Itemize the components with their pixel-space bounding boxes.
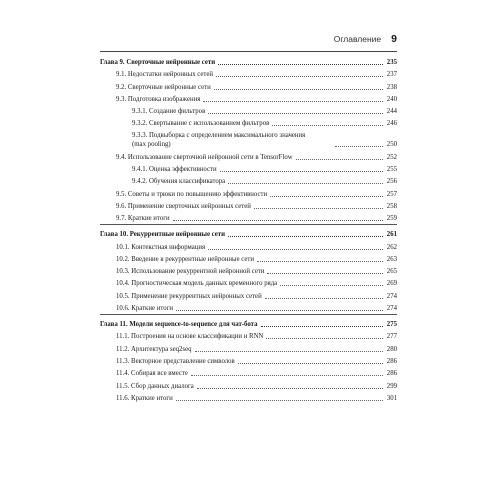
toc-entry	[100, 211, 397, 223]
toc-entry	[100, 264, 397, 276]
page-ref: 238	[386, 83, 397, 91]
toc-chapter-entry	[100, 54, 397, 67]
entry-label: 9.1. Недостатки нейронных сетей	[116, 71, 214, 79]
entry-label: 9.4.2. Обучения классификатора	[132, 178, 226, 186]
toc-entry	[100, 67, 397, 79]
dot-leader	[173, 220, 383, 221]
page-ref: 269	[386, 280, 397, 288]
page-ref: 250	[386, 141, 397, 149]
dot-leader	[208, 249, 383, 250]
entry-label: 9.4.1. Оценка эффективности	[132, 166, 217, 174]
page-ref: 299	[386, 382, 397, 390]
dot-leader	[197, 388, 383, 389]
dot-leader	[220, 171, 383, 172]
page-ref: 240	[386, 95, 397, 103]
page-ref: 274	[386, 305, 397, 313]
chapter-title: Глава 9. Сверточные нейронные сети	[100, 59, 216, 66]
toc-subentry	[100, 116, 397, 128]
dot-leader	[238, 363, 383, 364]
page-ref: 265	[386, 268, 397, 276]
dot-leader	[254, 208, 383, 209]
dot-leader	[228, 236, 383, 237]
toc-subentry	[100, 128, 397, 149]
header-rule	[100, 51, 397, 52]
entry-label: 11.3. Векторное представление символов	[116, 357, 235, 365]
page-ref: 263	[386, 255, 397, 263]
toc-entry	[100, 252, 397, 264]
chapter-11-block	[100, 314, 397, 403]
entry-label: 10.3. Использование рекуррентной нейронной сети	[116, 268, 265, 276]
entry-label: 10.1. Контекстная информация	[116, 243, 206, 251]
dot-leader	[195, 351, 384, 352]
dot-leader	[203, 101, 383, 102]
toc-entry	[100, 149, 397, 161]
chapter-title: Глава 11. Модели sequence-to-sequence для чат-бота	[100, 321, 258, 329]
toc-entry	[100, 329, 397, 341]
chapter-10-block	[100, 224, 397, 313]
page-ref: 301	[386, 394, 397, 402]
toc-chapter-entry	[100, 316, 397, 329]
running-head-title: Оглавление	[333, 34, 382, 44]
page-ref: 244	[386, 108, 397, 116]
dot-leader	[257, 261, 383, 262]
entry-label-line-2: (max pooling)	[132, 140, 171, 148]
toc-entry	[100, 288, 397, 300]
toc-entry	[100, 366, 397, 378]
dot-leader	[261, 326, 384, 327]
dot-leader	[270, 196, 383, 197]
entry-label: 9.6. Применение сверточных нейронных сетей	[116, 202, 251, 210]
dot-leader	[191, 375, 383, 376]
entry-label: 11.1. Построения на основе классификации и RNN	[116, 333, 264, 341]
entry-label: 9.4. Использование сверточной нейронной сети в TensorFlow	[116, 153, 293, 161]
entry-label: 9.7. Краткие итоги	[116, 215, 170, 223]
dot-leader	[228, 183, 383, 184]
running-head	[100, 33, 397, 47]
page-ref: 262	[386, 243, 397, 251]
page-ref: 256	[386, 178, 397, 186]
dot-leader	[296, 159, 383, 160]
toc-entry	[100, 79, 397, 91]
entry-label: 11.5. Сбор данных диалога	[116, 382, 194, 390]
entry-label: 11.4. Собирая все вместе	[116, 370, 188, 378]
page-ref: 246	[386, 120, 397, 128]
toc-subentry	[100, 174, 397, 186]
entry-label: 10.4. Прогностическая модель данных временного ряда	[116, 280, 278, 288]
toc-subentry	[100, 104, 397, 116]
toc-entry	[100, 239, 397, 251]
chapter-9-block	[100, 54, 397, 223]
toc-entry	[100, 354, 397, 366]
dot-leader	[266, 338, 383, 339]
page-ref: 261	[386, 231, 397, 239]
dot-leader	[280, 285, 383, 286]
dot-leader	[176, 310, 383, 311]
dot-leader	[335, 146, 383, 147]
toc-subentry	[100, 162, 397, 174]
dot-leader	[265, 298, 383, 299]
entry-label-line-1: 9.3.3. Подвыборка с определением максимального значения	[132, 132, 306, 140]
dot-leader	[208, 113, 383, 114]
entry-label: 9.3.2. Свертывание с использованием фильтров	[132, 120, 270, 128]
toc-entry	[100, 301, 397, 313]
toc-entry	[100, 391, 397, 403]
toc-entry	[100, 341, 397, 353]
page-ref: 258	[386, 202, 397, 210]
page-number: 9	[391, 33, 397, 45]
entry-label: 9.5. Советы и трюки по повышению эффективности	[116, 190, 268, 198]
toc-entry	[100, 186, 397, 198]
entry-label: 9.3. Подготовка изображения	[116, 95, 201, 103]
page-ref: 275	[386, 321, 397, 329]
dot-leader	[272, 125, 383, 126]
toc-entry	[100, 276, 397, 288]
toc-chapter-entry	[100, 226, 397, 239]
page-ref: 235	[386, 59, 397, 66]
toc-entry	[100, 92, 397, 104]
entry-label: 10.6. Краткие итоги	[116, 305, 174, 313]
page-ref: 252	[386, 153, 397, 161]
dot-leader	[267, 273, 383, 274]
page-ref: 237	[386, 71, 397, 79]
page-ref: 277	[386, 333, 397, 341]
dot-leader	[176, 400, 383, 401]
page-ref: 257	[386, 190, 397, 198]
entry-label: 9.2. Сверточные нейронные сети	[116, 83, 211, 91]
entry-label: 11.6. Краткие итоги	[116, 394, 173, 402]
page-ref: 255	[386, 166, 397, 174]
dot-leader	[216, 76, 383, 77]
chapter-title: Глава 10. Рекуррентные нейронные сети	[100, 231, 226, 239]
entry-label: 9.3.1. Создание фильтров	[132, 108, 206, 116]
page-ref: 274	[386, 292, 397, 300]
page-ref: 280	[386, 345, 397, 353]
toc-entry	[100, 199, 397, 211]
entry-label: 10.2. Введение в рекуррентные нейронные сети	[116, 255, 255, 263]
entry-label: 11.2. Архитектура seq2seq	[116, 345, 192, 353]
page-ref: 286	[386, 357, 397, 365]
page-ref: 286	[386, 370, 397, 378]
table-of-contents	[100, 54, 397, 403]
dot-leader	[214, 89, 383, 90]
toc-entry	[100, 378, 397, 390]
dot-leader	[218, 64, 383, 65]
entry-label: 10.5. Применение рекуррентных нейронных сетей	[116, 292, 262, 300]
page-ref: 259	[386, 215, 397, 223]
entry-label	[132, 132, 332, 149]
